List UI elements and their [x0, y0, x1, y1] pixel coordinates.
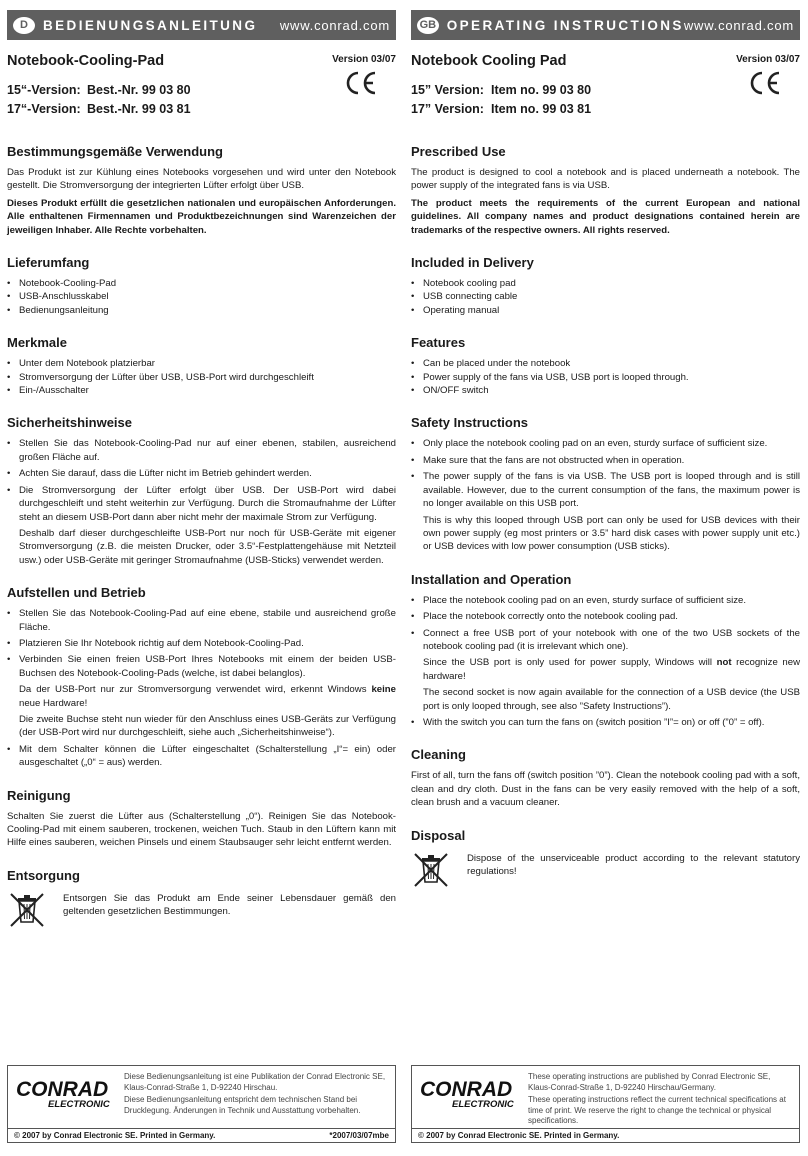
website-link[interactable]: www.conrad.com [279, 17, 390, 33]
list-item: • The power supply of the fans is via USB. The USB port is looped through and is still available. However, due to the current consumption of the fans, the maximum power is no longer available on this USB port. [411, 470, 800, 510]
conrad-logo [418, 1074, 523, 1110]
list-item: • Place the notebook cooling pad on an even, sturdy surface of sufficient size. [411, 594, 800, 607]
sub-paragraph: This is why this looped through USB port can only be used for USB devices with their own power supply (eg most printers or 3.5” hard disk cases with power supply unit etc.) or USB devices with low power consumption (USB sticks). [423, 514, 800, 553]
version-row: 17” Version: Item no. 99 03 81 [411, 102, 592, 116]
list-item: • Connect a free USB port of your notebook with one of the two USB sockets of the notebook cooling pad (it is irrelevant which one). [411, 627, 800, 654]
product-title: Notebook-Cooling-Pad [7, 53, 165, 69]
ce-mark-icon [748, 70, 782, 96]
version-row: 15” Version: Item no. 99 03 80 [411, 83, 592, 97]
installation-section [7, 585, 396, 769]
svg-text:ELECTRONIC: ELECTRONIC [48, 1099, 110, 1110]
list-item: • Notebook cooling pad [411, 277, 800, 290]
header-banner [7, 10, 396, 40]
section-heading: Disposal [411, 827, 466, 843]
list-item: • Can be placed under the notebook [411, 357, 800, 370]
section-heading: Entsorgung [7, 867, 80, 883]
safety-section [7, 415, 396, 567]
section-heading: Cleaning [411, 747, 466, 763]
product-header [411, 50, 800, 126]
list-item: • Unter dem Notebook platzierbar [7, 357, 396, 370]
features-section [7, 335, 396, 397]
list-item: • Achten Sie darauf, dass die Lüfter nicht im Betrieb gehindert werden. [7, 467, 396, 480]
banner-title: OPERATING INSTRUCTIONS [446, 17, 684, 33]
prescribed-use-section [411, 144, 800, 237]
footer-bar [412, 1128, 799, 1142]
footer-box [7, 1065, 396, 1143]
sub-paragraph: Die zweite Buchse steht nun wieder für den Anschluss eines USB-Geräts zur Verfügung (der USB-Port wird nur durchgeschleift, siehe auch „Sicherheitshinweise“). [19, 713, 396, 739]
cleaning-section [411, 747, 800, 809]
section-heading: Bestimmungsgemäße Verwendung [7, 144, 223, 159]
website-link[interactable]: www.conrad.com [683, 17, 794, 33]
paragraph-bold: The product meets the requirements of the current European and national guidelines. All company names and product designations contained herein are trademarks of the respective owners. All rights reserved. [411, 197, 800, 236]
version-row: 15“-Version: Best.-Nr. 99 03 80 [7, 83, 191, 97]
svg-text:CONRAD: CONRAD [16, 1078, 109, 1101]
english-column [411, 10, 800, 890]
section-heading: Lieferumfang [7, 255, 90, 271]
list-item: • USB-Anschlusskabel [7, 290, 396, 303]
disposal-section [411, 828, 800, 890]
list-item: • USB connecting cable [411, 290, 800, 303]
list-item: • Stellen Sie das Notebook-Cooling-Pad auf eine ebene, stabile und ausreichend große Fläche. [7, 607, 396, 634]
safety-section [411, 415, 800, 553]
section-heading: Reinigung [7, 787, 71, 803]
publisher-note: Diese Bedienungsanleitung ist eine Publikation der Conrad Electronic SE, Klaus-Conrad-Straße 1, D-92240 Hirschau. Diese Bedienungsanleitung entspricht dem technischen Stand bei Drucklegung. Änderungen in Technik und Ausstattung vorbehalten. [124, 1072, 386, 1115]
banner-title: BEDIENUNGSANLEITUNG [43, 17, 258, 33]
sub-paragraph: Da der USB-Port nur zur Stromversorgung verwendet wird, erkennt Windows keine neue Hardware! [19, 684, 396, 709]
section-heading: Included in Delivery [411, 255, 534, 271]
svg-text:ELECTRONIC: ELECTRONIC [452, 1099, 514, 1110]
crossed-bin-icon [7, 890, 47, 930]
crossed-bin-icon [411, 850, 451, 890]
disposal-section [7, 868, 396, 930]
section-heading: Aufstellen und Betrieb [7, 585, 146, 601]
paragraph: Das Produkt ist zur Kühlung eines Notebooks vorgesehen und wird unter den Notebook gestellt. Die Stromversorgung der integrierten Lüfter erfolgt über USB. [7, 167, 396, 192]
publisher-note: These operating instructions are published by Conrad Electronic SE, Klaus-Conrad-Straße 1, D-92240 Hirschau/Germany. These operating instructions reflect the current technical specifications at time of print. We reserve the right to change the technical or physical specifications. [528, 1072, 786, 1125]
list-item: • Place the notebook correctly onto the notebook cooling pad. [411, 610, 800, 623]
product-header [7, 50, 396, 126]
list-item: • Ein-/Ausschalter [7, 384, 396, 397]
paragraph: The product is designed to cool a notebook and is placed underneath a notebook. The power supply of the integrated fans is via USB. [411, 167, 800, 192]
version-label: Version 03/07 [332, 54, 396, 65]
list-item: • Verbinden Sie einen freien USB-Port Ihres Notebooks mit einem der beiden USB-Buchsen des Notebook-Cooling-Pads (welche, ist dabei belanglos). [7, 653, 396, 680]
list-item: • Stromversorgung der Lüfter über USB, USB-Port wird durchgeschleift [7, 371, 396, 384]
list-item: • Make sure that the fans are not obstructed when in operation. [411, 454, 800, 467]
sub-paragraph: Deshalb darf dieser durchgeschleifte USB-Port nur noch für USB-Geräte mit eigener Stromversorgung (z.B. die meisten Drucker, oder 3.5“-Festplattengehäuse mit Netzteil usw.) oder USB-Geräte mit geringer Stromaufnahme (USB-Sticks) verwendet werden. [19, 527, 396, 566]
delivery-section [7, 255, 396, 317]
version-row: 17“-Version: Best.-Nr. 99 03 81 [7, 102, 191, 116]
list-item: • Stellen Sie das Notebook-Cooling-Pad nur auf einer ebenen, stabilen, ausreichend großen Fläche auf. [7, 437, 396, 464]
copyright: © 2007 by Conrad Electronic SE. Printed in Germany. [418, 1131, 620, 1140]
list-item: • With the switch you can turn the fans on (switch position ”I”= on) or off (”0” = off). [411, 716, 800, 729]
paragraph-bold: Dieses Produkt erfüllt die gesetzlichen nationalen und europäischen Anforderungen. Alle enthaltenen Firmennamen und Produktbezeichnungen sind Warenzeichen der jeweiligen Inhaber. Alle Rechte vorbehalten. [7, 197, 396, 236]
list-item: • Die Stromversorgung der Lüfter erfolgt über USB. Der USB-Port wird dabei durchgeschleift und steht weiterhin zur Verfügung. Durch die Stromaufnahme der Lüfter steht an diesem USB-Port dann aber nicht mehr der maximale Strom zur Verfügung. [7, 484, 396, 524]
conrad-logo [14, 1074, 119, 1110]
footer-box [411, 1065, 800, 1143]
language-badge: GB [417, 17, 439, 34]
ce-mark-icon [344, 70, 378, 96]
section-heading: Installation and Operation [411, 571, 572, 587]
language-badge: D [13, 17, 35, 34]
product-title: Notebook Cooling Pad [411, 53, 567, 69]
installation-section [411, 572, 800, 730]
german-column [7, 10, 396, 930]
list-item: • Only place the notebook cooling pad on an even, sturdy surface of sufficient size. [411, 437, 800, 450]
header-banner [411, 10, 800, 40]
list-item: • Power supply of the fans via USB, USB port is looped through. [411, 371, 800, 384]
section-heading: Safety Instructions [411, 415, 529, 431]
section-heading: Prescribed Use [411, 144, 506, 159]
sub-paragraph: The second socket is now again available for the connection of a USB device (the USB port is only looped through, see also ”Safety Instructions”). [423, 687, 800, 712]
svg-text:CONRAD: CONRAD [420, 1078, 513, 1101]
section-heading: Sicherheitshinweise [7, 415, 132, 431]
list-item: • Notebook-Cooling-Pad [7, 277, 396, 290]
paragraph: First of all, turn the fans off (switch position ”0”). Clean the notebook cooling pad with a soft, clean and dry cloth. Dust in the fans can be very easily removed with the help of a soft, clean brush and a vacuum cleaner. [411, 770, 800, 809]
section-heading: Merkmale [7, 335, 67, 351]
list-item: • Operating manual [411, 304, 800, 317]
footer-bar [8, 1128, 395, 1142]
paragraph: Entsorgen Sie das Produkt am Ende seiner Lebensdauer gemäß den geltenden gesetzlichen Bestimmungen. [63, 892, 396, 918]
print-code: *2007/03/07mbe [329, 1131, 389, 1140]
version-label: Version 03/07 [736, 54, 800, 65]
prescribed-use-section [7, 144, 396, 237]
delivery-section [411, 255, 800, 317]
features-section [411, 335, 800, 397]
cleaning-section [7, 788, 396, 850]
paragraph: Schalten Sie zuerst die Lüfter aus (Schalterstellung „0“). Reinigen Sie das Notebook-Cooling-Pad mit einem sauberen, trockenen, weichen Tuch. Staub in den Lüftern kann mit Hilfe eines sauberen, weichen Pinsels und einem Staubsauger sehr leicht entfernt werden. [7, 810, 396, 849]
list-item: • Mit dem Schalter können die Lüfter eingeschaltet (Schalterstellung „I“= ein) oder ausgeschaltet („0“ = aus) werden. [7, 743, 396, 770]
section-heading: Features [411, 335, 466, 351]
paragraph: Dispose of the unserviceable product according to the relevant statutory regulations! [467, 852, 800, 877]
list-item: • Bedienungsanleitung [7, 304, 396, 317]
list-item: • ON/OFF switch [411, 384, 800, 397]
copyright: © 2007 by Conrad Electronic SE. Printed in Germany. [14, 1131, 216, 1140]
list-item: • Platzieren Sie Ihr Notebook richtig auf dem Notebook-Cooling-Pad. [7, 637, 396, 650]
sub-paragraph: Since the USB port is only used for power supply, Windows will not recognize new hardware! [423, 657, 801, 682]
